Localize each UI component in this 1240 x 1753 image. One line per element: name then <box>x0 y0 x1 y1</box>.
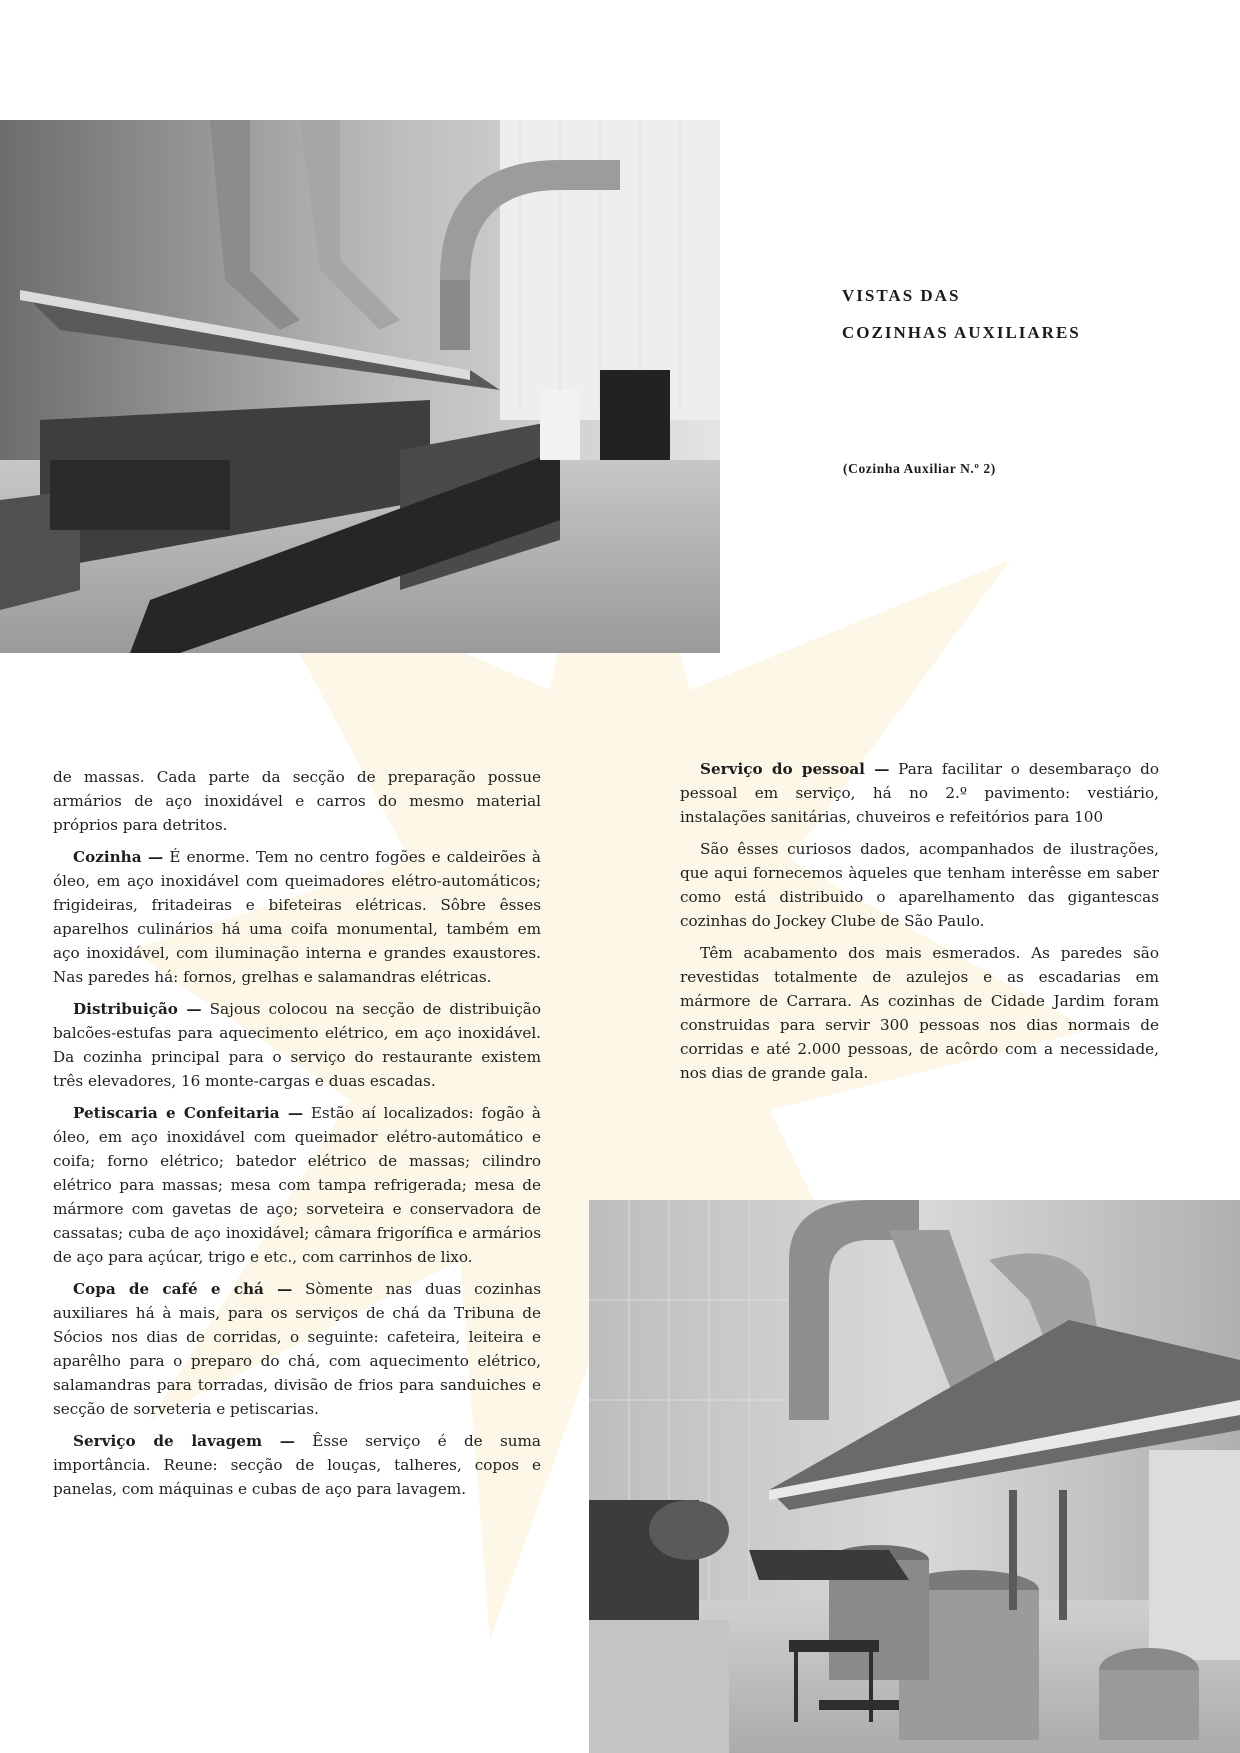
paragraph-acabamento: Têm acabamento dos mais esmerados. As paredes são revestidas totalmente de azulejos e as escadarias em mármore de Carrara. As cozinhas de Cidade Jardim foram construidas para servir 300 pessoas nos dias normais de corridas e até 2.000 pessoas, de acôrdo com a necessidade, nos dias de grande gala. <box>680 944 1159 1082</box>
paragraph-petiscaria <box>53 1101 541 1269</box>
paragraph-heading: Serviço de lavagem — <box>73 1432 295 1450</box>
paragraph-heading: Petiscaria e Confeitaria — <box>73 1104 304 1122</box>
paragraph-copa <box>53 1277 541 1421</box>
heading-line-1: VISTAS DAS <box>842 286 961 305</box>
paragraph-body: Sòmente nas duas cozinhas auxiliares há à mais, para os serviços de chá da Tribuna de Sócios nos dias de corridas, o seguinte: cafeteira, leiteira e aparêlho para o preparo do chá, com aquecimento elétrico, salamandras para torradas, divisão de frios para sanduiches e secção de sorveteria e petiscarias. <box>53 1280 541 1418</box>
paragraph-body: Para facilitar o desembaraço do pessoal em serviço, há no 2.º pavimento: vestiário, instalações sanitárias, chuveiros e refeitórios para 100 <box>680 760 1160 826</box>
paragraph-heading: Cozinha — <box>73 848 164 866</box>
paragraph-body: Êsse serviço é de suma importância. Reune: secção de louças, talheres, copos e panelas, com máquinas e cubas de aço para lavagem. <box>53 1432 541 1498</box>
kitchen-photo-top <box>0 120 720 653</box>
paragraph-body: É enorme. Tem no centro fogões e caldeirões à óleo, em aço inoxidável com queimadores elétro-automáticos; frigideiras, fritadeiras e bifeteiras elétricas. Sôbre êsses aparelhos culinários há uma coifa monumental, também em aço inoxidável, com iluminação interna e grandes exaustores. Nas paredes há: fornos, grelhas e salamandras elétricas. <box>53 848 541 986</box>
intro-paragraph: de massas. Cada parte da secção de preparação possue armários de aço inoxidável e carros do mesmo material próprios para detritos. <box>53 768 541 834</box>
paragraph-body: Estão aí localizados: fogão à óleo, em aço inoxidável com queimador elétro-automático e coifa; forno elétrico; batedor elétrico de massas; cilindro elétrico para massas; mesa com tampa refrigerada; mesa de mármore com gavetas de aço; sorveteira e conservadora de cassatas; cuba de aço inoxidável; câmara frigorífica e armários de aço para açúcar, trigo e etc., com carrinhos de lixo. <box>53 1104 541 1266</box>
paragraph-cozinha <box>53 845 541 989</box>
paragraph-heading: Serviço do pessoal — <box>700 760 890 778</box>
paragraph-dados: São êsses curiosos dados, acompanhados de ilustrações, que aqui fornecemos àqueles que tenham interêsse em saber como está distribuido o aparelhamento das gigantescas cozinhas do Jockey Clube de São Paulo. <box>680 840 1159 930</box>
photo-caption: (Cozinha Auxiliar N.º 2) <box>843 461 996 476</box>
paragraph-heading: Distribuição — <box>73 1000 202 1018</box>
kitchen-photo-bottom <box>589 1200 1240 1753</box>
left-text-column <box>53 765 541 1509</box>
heading-line-2: COZINHAS AUXILIARES <box>842 323 1081 342</box>
paragraph-lavagem <box>53 1429 541 1501</box>
paragraph-pessoal <box>680 757 1159 829</box>
paragraph-heading: Copa de café e chá — <box>73 1280 293 1298</box>
right-text-column <box>680 757 1159 1093</box>
section-heading <box>842 277 1081 351</box>
paragraph-body: Sajous colocou na secção de distribuição balcões-estufas para aquecimento elétrico, em aço inoxidável. Da cozinha principal para o serviço do restaurante existem três elevadores, 16 monte-cargas e duas escadas. <box>53 1000 541 1090</box>
paragraph-distribuicao <box>53 997 541 1093</box>
